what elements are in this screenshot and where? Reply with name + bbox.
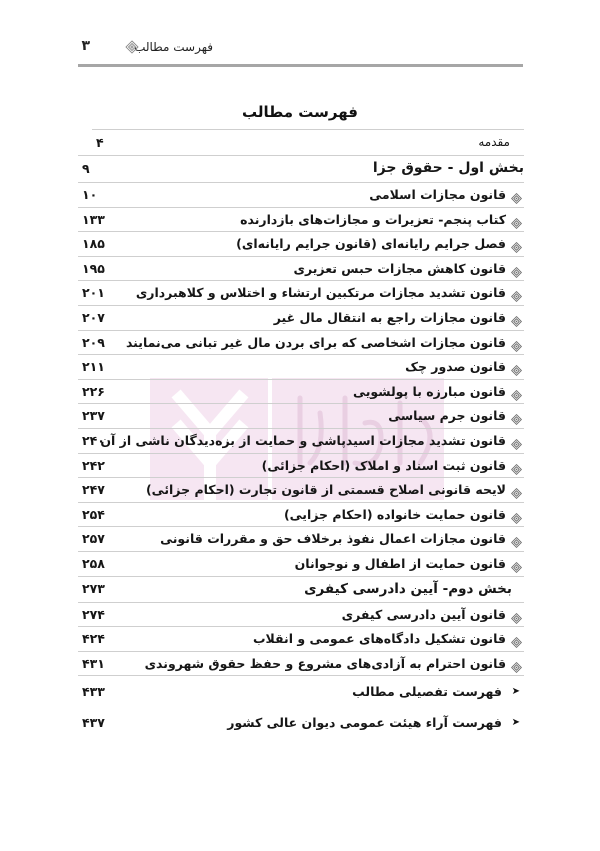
toc-entry-label: قانون حمایت خانواده (احکام جزایی) [283,506,506,522]
toc-entry-page: ۲۵۸ [82,555,105,571]
diamond-bullet-icon [511,189,522,200]
toc-entry-label: فهرست تفصیلی مطالب [352,684,502,700]
toc-entry-label: قانون صدور چک [405,359,506,375]
toc-entry[interactable] [78,651,524,676]
toc-entry[interactable] [78,526,524,551]
toc-entry-label: قانون ثبت اسناد و املاک (احکام جزائی) [261,457,506,473]
toc-entry-label: لایحه قانونی اصلاح قسمتی از قانون تجارت (احکام جزائی) [145,482,506,498]
toc-entry[interactable] [78,207,524,232]
arrow-bullet-icon: ➤ [511,717,520,729]
diamond-bullet-icon [511,238,522,249]
running-header-title: فهرست مطالب [134,40,213,54]
toc-entry-page: ۱۹۵ [82,260,105,276]
toc-entry-label: قانون مجازات راجع به انتقال مال غیر [273,309,506,325]
toc-entry-page: ۲۷۳ [82,580,105,596]
diamond-bullet-icon [511,658,522,669]
toc-entry-page: ۲۰۷ [82,309,105,325]
toc-entry-page: ۲۳۷ [82,408,105,424]
diamond-bullet-icon [511,609,522,620]
diamond-bullet-icon [511,460,522,471]
toc-entry-label: قانون جرم سیاسی [388,408,506,424]
arrow-bullet-icon: ➤ [511,686,520,698]
diamond-bullet-icon [511,386,522,397]
diamond-bullet-icon [511,263,522,274]
diamond-bullet-icon [511,312,522,323]
toc-part-2[interactable] [78,576,524,602]
toc-entry[interactable] [78,477,524,502]
toc-entry-page: ۲۴۲ [82,457,105,473]
toc-entry[interactable] [78,453,524,478]
toc-entry-page: ۴ [96,135,104,150]
toc-entry-page: ۲۷۴ [82,606,105,622]
diamond-bullet-icon [511,484,522,495]
toc-entry-page: ۲۱۱ [82,359,105,375]
toc-entry-label: قانون آیین دادرسی کیفری [341,606,506,622]
toc-entry-page: ۲۴۰ [82,432,105,448]
toc-part-1[interactable] [78,155,524,182]
toc-entry-label: قانون مجازات اعمال نفوذ برخلاف حق و مقررات قانونی [160,531,506,547]
toc-entry-page: ۴۳۱ [82,655,105,671]
toc-part-label: بخش اول - حقوق جزا [372,160,524,176]
toc-entry-page: ۱۳۳ [82,211,105,227]
toc-entry[interactable] [78,231,524,256]
diamond-bullet-icon [511,558,522,569]
toc-entry-label: مقدمه [478,135,510,149]
diamond-bullet-icon [511,533,522,544]
toc-entry[interactable] [78,330,524,355]
toc-entry-page: ۲۰۹ [82,334,105,350]
toc-entry-label: قانون مبارزه با پولشویی [353,383,506,399]
diamond-bullet-icon [511,287,522,298]
running-header [78,38,522,62]
toc-entry-label: قانون مجازات اشخاصی که برای بردن مال غیر تبانی می‌نمایند [125,334,506,350]
toc-entry[interactable] [78,280,524,305]
toc-entry-label: کتاب پنجم- تعزیرات و مجازات‌های بازدارنده [240,211,506,227]
header-rule [78,64,523,67]
toc-entry[interactable] [78,305,524,330]
diamond-bullet-icon [511,337,522,348]
diamond-ornament-icon [125,39,139,53]
toc-entry-page: ۲۰۱ [82,285,105,301]
diamond-bullet-icon [511,633,522,644]
toc-entry[interactable] [78,626,524,651]
toc-entry-page: ۲۴۷ [82,482,105,498]
toc-entry-intro[interactable] [92,129,524,155]
toc-entry-page: ۲۲۶ [82,383,105,399]
toc-entry[interactable] [78,602,524,627]
toc-entry[interactable] [78,428,524,453]
toc-entry-page: ۲۵۷ [82,531,105,547]
toc-entry-label: قانون حمایت از اطفال و نوجوانان [294,555,506,571]
toc-entry-label: قانون تشکیل دادگاه‌های عمومی و انقلاب [253,631,506,647]
toc-entry-label: قانون احترام به آزادی‌های مشروع و حفظ حقوق شهروندی [144,655,506,671]
toc-entry[interactable] [78,182,524,207]
toc-entry-label: فهرست آراء هیئت عمومی دیوان عالی کشور [227,715,502,731]
toc-entry[interactable] [78,551,524,576]
toc-entry-label: قانون تشدید مجازات مرتکبین ارتشاء و اختلاس و کلاهبرداری [135,285,506,301]
toc-entry-label: قانون تشدید مجازات اسیدپاشی و حمایت از بزه‌دیدگان ناشی از آن [100,432,506,448]
toc-entry[interactable] [78,379,524,404]
toc-entry-page: ۴۲۴ [82,631,105,647]
toc-entry-page: ۱۸۵ [82,236,105,252]
toc-entry-label: قانون مجازات اسلامی [369,187,506,202]
toc-entry-label: قانون کاهش مجازات حبس تعزیری [293,260,506,276]
diamond-bullet-icon [511,435,522,446]
toc-appendix-entry[interactable] [78,707,524,737]
diamond-bullet-icon [511,509,522,520]
toc-entry[interactable] [78,256,524,281]
diamond-bullet-icon [511,410,522,421]
toc-entry[interactable] [78,354,524,379]
toc-entry-label: فصل جرایم رایانه‌ای (قانون جرایم رایانه‌ای) [236,236,506,252]
toc-entry-page: ۲۵۴ [82,506,105,522]
toc-entry[interactable] [78,502,524,527]
diamond-bullet-icon [511,214,522,225]
toc-title: فهرست مطالب [242,103,358,121]
diamond-bullet-icon [511,361,522,372]
toc-entry-page: ۴۳۳ [82,684,105,700]
table-of-contents [78,129,524,737]
page-number: ۳ [81,38,90,54]
toc-entry-page: ۱۰ [82,187,98,202]
toc-entry-page: ۴۳۷ [82,715,105,731]
toc-entry[interactable] [78,403,524,428]
toc-entry-page: ۹ [82,161,90,176]
toc-part-label: بخش دوم- آیین دادرسی کیفری [304,580,512,597]
toc-appendix-entry[interactable] [78,675,524,707]
